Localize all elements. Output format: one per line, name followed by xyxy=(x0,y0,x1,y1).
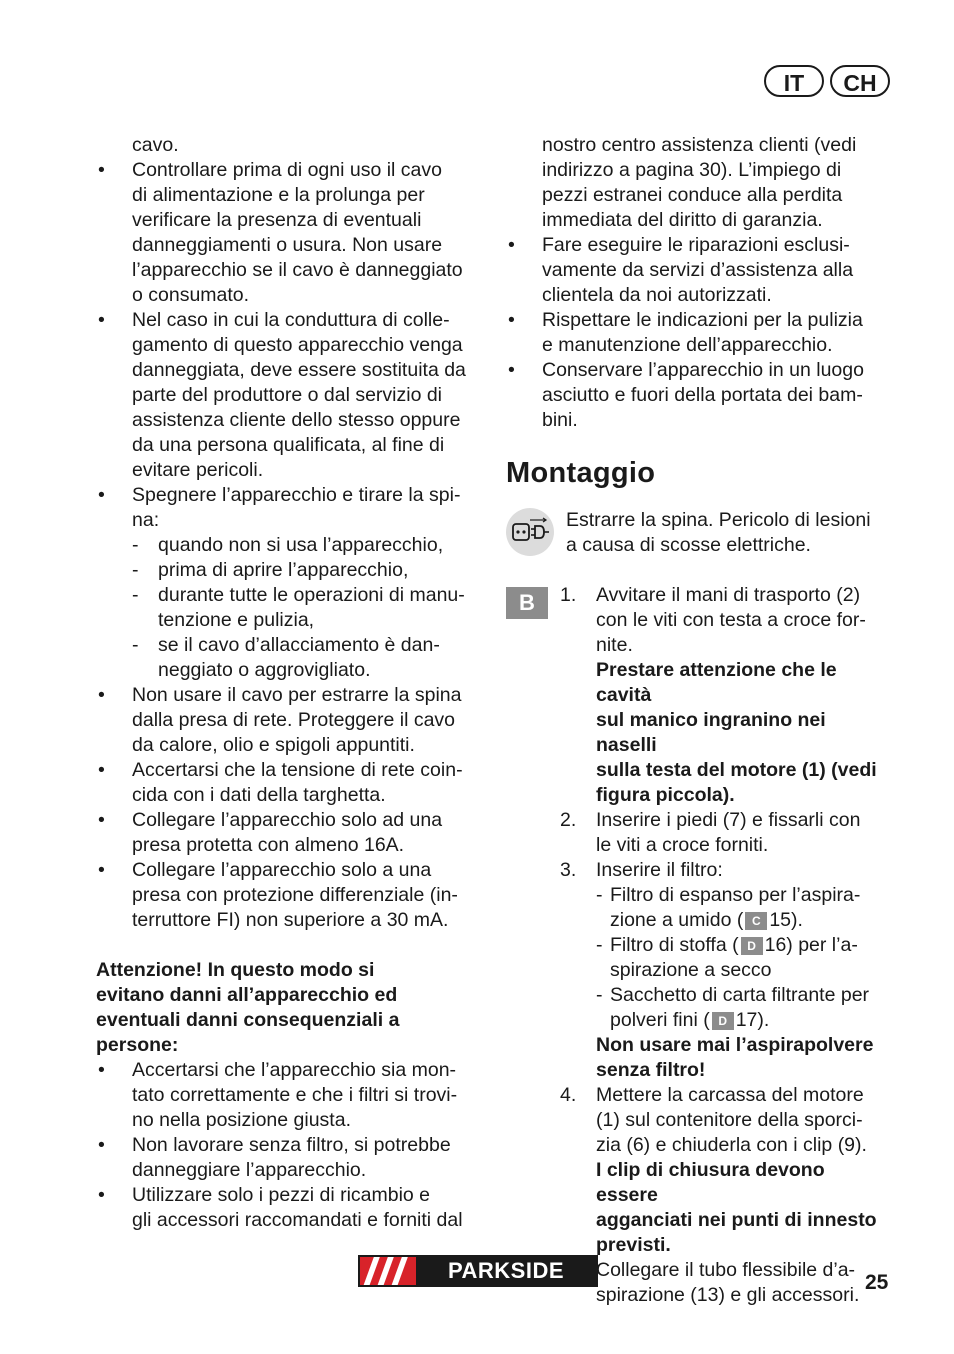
text-line: Non usare mai l’aspirapolvere xyxy=(596,1034,874,1056)
text-line: spirazione (13) e gli accessori. xyxy=(596,1284,860,1306)
step-number: 3. xyxy=(560,859,577,881)
text-line: sulla testa del motore (1) (vedi xyxy=(596,759,877,781)
step-3 xyxy=(506,858,891,883)
text-line: evitano danni all’apparecchio ed xyxy=(96,984,398,1006)
text-line: vamente da servizi d’assistenza alla xyxy=(542,259,854,281)
filter-option xyxy=(506,933,891,983)
figure-c-label: C xyxy=(745,912,767,930)
spacer xyxy=(506,491,891,508)
brand-name: PARKSIDE xyxy=(416,1257,596,1285)
bullet-item xyxy=(96,1183,486,1233)
language-badges xyxy=(764,65,890,97)
text-line: previsti. xyxy=(596,1234,671,1256)
text-line: dalla presa di rete. Proteggere il cavo xyxy=(132,709,456,731)
text-line: I clip di chiusura devono essere xyxy=(596,1159,825,1206)
language-badge-ch: CH xyxy=(830,65,890,97)
bullet-item xyxy=(96,1133,486,1183)
text-line: da calore, olio e spigoli appuntiti. xyxy=(132,734,415,756)
text-line: sul manico ingranino nei naselli xyxy=(596,709,826,756)
text-fragment: zione a umido ( xyxy=(610,909,744,931)
text-fragment: polveri fini ( xyxy=(610,1009,710,1031)
dash-item xyxy=(96,633,486,683)
text-line: • Non lavorare senza filtro, si potrebbe xyxy=(132,1134,451,1156)
text-line: immediata del diritto di garanzia. xyxy=(542,209,823,231)
text-line: - Sacchetto di carta filtrante per xyxy=(610,984,870,1006)
text-line: con le viti con testa a croce for- xyxy=(596,609,866,631)
text-line: • Rispettare le indicazioni per la pulizia xyxy=(542,309,863,331)
text-line: terruttore FI) non superiore a 30 mA. xyxy=(132,909,449,931)
text-line: danneggiare l’apparecchio. xyxy=(132,1159,367,1181)
step-number: 2. xyxy=(560,809,577,831)
text-line: • Fare eseguire le riparazioni esclusi- xyxy=(542,234,850,256)
assembly-steps xyxy=(506,583,891,1308)
text-line xyxy=(610,933,891,958)
bullet-item xyxy=(96,483,486,533)
text-line: Mettere la carcassa del motore xyxy=(596,1084,864,1106)
step-number: 4. xyxy=(560,1084,577,1106)
text-line: • Nel caso in cui la conduttura di colle- xyxy=(132,309,450,331)
text-line: e manutenzione dell’apparecchio. xyxy=(542,334,833,356)
text-line: di alimentazione e la prolunga per xyxy=(132,184,425,206)
text-line: - durante tutte le operazioni di manu- xyxy=(158,584,465,606)
unplug-warning-text xyxy=(566,508,871,558)
step-number: 1. xyxy=(560,584,577,606)
warning-heading xyxy=(96,958,486,1058)
spacer xyxy=(506,558,891,583)
text-line: senza filtro! xyxy=(596,1059,706,1081)
unplug-warning xyxy=(506,508,891,558)
text-line: clientela da noi autorizzati. xyxy=(542,284,772,306)
text-line: spirazione a secco xyxy=(610,959,772,981)
bullet-item xyxy=(96,683,486,758)
text-line: figura piccola). xyxy=(596,784,735,806)
text-line: • Accertarsi che la tensione di rete coin- xyxy=(132,759,463,781)
unplug-plug-icon xyxy=(506,508,554,556)
text-line: l’apparecchio se il cavo è danneggiato xyxy=(132,259,463,281)
text-line: bini. xyxy=(542,409,578,431)
figure-d-label: D xyxy=(741,937,763,955)
bullet-item xyxy=(506,308,891,358)
text-line: a causa di scosse elettriche. xyxy=(566,534,811,556)
text-fragment: 17). xyxy=(735,1009,770,1031)
continued-text: cavo. xyxy=(132,134,179,156)
text-line xyxy=(610,908,891,933)
text-line: verificare la presenza di eventuali xyxy=(132,209,422,231)
text-line: • Non usare il cavo per estrarre la spina xyxy=(132,684,462,706)
text-line: danneggiata, deve essere sostituita da xyxy=(132,359,466,381)
text-line: gli accessori raccomandati e forniti dal xyxy=(132,1209,463,1231)
text-line: tenzione e pulizia, xyxy=(158,609,315,631)
text-fragment: 15). xyxy=(769,909,803,931)
text-line: evitare pericoli. xyxy=(132,459,264,481)
text-line: parte del produttore o dal servizio di xyxy=(132,384,443,406)
text-line: • Controllare prima di ogni uso il cavo xyxy=(132,159,442,181)
dash-item xyxy=(96,533,486,558)
logo-stripes xyxy=(360,1257,416,1285)
text-line: Inserire i piedi (7) e fissarli con xyxy=(596,809,861,831)
text-line: neggiato o aggrovigliato. xyxy=(158,659,371,681)
continued-text xyxy=(506,133,891,233)
spacer xyxy=(506,433,891,455)
text-fragment: Filtro di stoffa ( xyxy=(610,934,739,956)
text-line: - se il cavo d’allacciamento è dan- xyxy=(158,634,440,656)
left-column xyxy=(96,133,486,1233)
step-1-note xyxy=(506,658,891,808)
dash-item xyxy=(96,558,486,583)
text-line: • Spegnere l’apparecchio e tirare la spi- xyxy=(132,484,461,506)
text-line: cida con i dati della targhetta. xyxy=(132,784,386,806)
text-line: • Conservare l’apparecchio in un luogo xyxy=(542,359,864,381)
text-line: persone: xyxy=(96,1034,179,1056)
bullet-item xyxy=(96,858,486,933)
text-line: Prestare attenzione che le cavità xyxy=(596,659,837,706)
text-line: assistenza cliente dello stesso oppure xyxy=(132,409,461,431)
text-line: da una persona qualificata, al fine di xyxy=(132,434,445,456)
text-line: Avvitare il mani di trasporto (2) xyxy=(596,584,861,606)
text-line: indirizzo a pagina 30). L’impiego di xyxy=(542,159,842,181)
text-line: presa con protezione differenziale (in- xyxy=(132,884,458,906)
text-line: le viti a croce forniti. xyxy=(596,834,769,856)
bullet-item xyxy=(96,1058,486,1133)
filter-option xyxy=(506,883,891,933)
text-line: no nella posizione giusta. xyxy=(132,1109,351,1131)
text-line: nostro centro assistenza clienti (vedi xyxy=(542,134,857,156)
text-line: nite. xyxy=(596,634,633,656)
language-badge-it: IT xyxy=(764,65,824,97)
bullet-item xyxy=(96,308,486,483)
step-4-note xyxy=(506,1158,891,1258)
text-fragment: 16) per l’a- xyxy=(764,934,858,956)
text-line: Attenzione! In questo modo si xyxy=(96,959,375,981)
figure-d-label: D xyxy=(712,1012,734,1030)
step-4 xyxy=(506,1083,891,1158)
text-line: danneggiamenti o usura. Non usare xyxy=(132,234,443,256)
text-line: asciutto e fuori della portata dei bam- xyxy=(542,384,863,406)
right-column xyxy=(506,133,891,1308)
text-line: tato correttamente e che i filtri si trovi- xyxy=(132,1084,458,1106)
text-line xyxy=(610,1008,891,1033)
page-number: 25 xyxy=(865,1271,889,1294)
bullet-item xyxy=(506,358,891,433)
bullet-item xyxy=(506,233,891,308)
bullet-item xyxy=(96,158,486,308)
text-line: zia (6) e chiuderla con i clip (9). xyxy=(596,1134,867,1156)
dash-item xyxy=(96,583,486,633)
text-line: Estrarre la spina. Pericolo di lesioni xyxy=(566,509,871,531)
text-line: agganciati nei punti di innesto xyxy=(596,1209,877,1231)
text-line: • Utilizzare solo i pezzi di ricambio e xyxy=(132,1184,431,1206)
text-line: • Collegare l’apparecchio solo ad una xyxy=(132,809,443,831)
text-line: presa protetta con almeno 16A. xyxy=(132,834,405,856)
section-title: Montaggio xyxy=(506,457,656,489)
figure-b-label: B xyxy=(506,587,548,619)
bullet-item xyxy=(96,808,486,858)
text-line: - Filtro di espanso per l’aspira- xyxy=(610,884,861,906)
parkside-logo xyxy=(358,1255,598,1287)
text-line: o consumato. xyxy=(132,284,250,306)
step-1 xyxy=(506,583,891,658)
text-line: eventuali danni consequenziali a xyxy=(96,1009,400,1031)
step-2 xyxy=(506,808,891,858)
text-line: na: xyxy=(132,509,160,531)
text-line: - prima di aprire l’apparecchio, xyxy=(158,559,409,581)
text-line: Inserire il filtro: xyxy=(596,859,723,881)
spacer xyxy=(96,933,486,958)
text-line: • Collegare l’apparecchio solo a una xyxy=(132,859,432,881)
text-line: (1) sul contenitore della sporci- xyxy=(596,1109,863,1131)
step-3-note xyxy=(506,1033,891,1083)
text-line: • Accertarsi che l’apparecchio sia mon- xyxy=(132,1059,457,1081)
text-line: Collegare il tubo flessibile d’a- xyxy=(596,1259,856,1281)
text-line: - quando non si usa l’apparecchio, xyxy=(158,534,444,556)
bullet-item xyxy=(96,758,486,808)
text-line: gamento di questo apparecchio venga xyxy=(132,334,463,356)
text-line: pezzi estranei conduce alla perdita xyxy=(542,184,843,206)
filter-option xyxy=(506,983,891,1033)
